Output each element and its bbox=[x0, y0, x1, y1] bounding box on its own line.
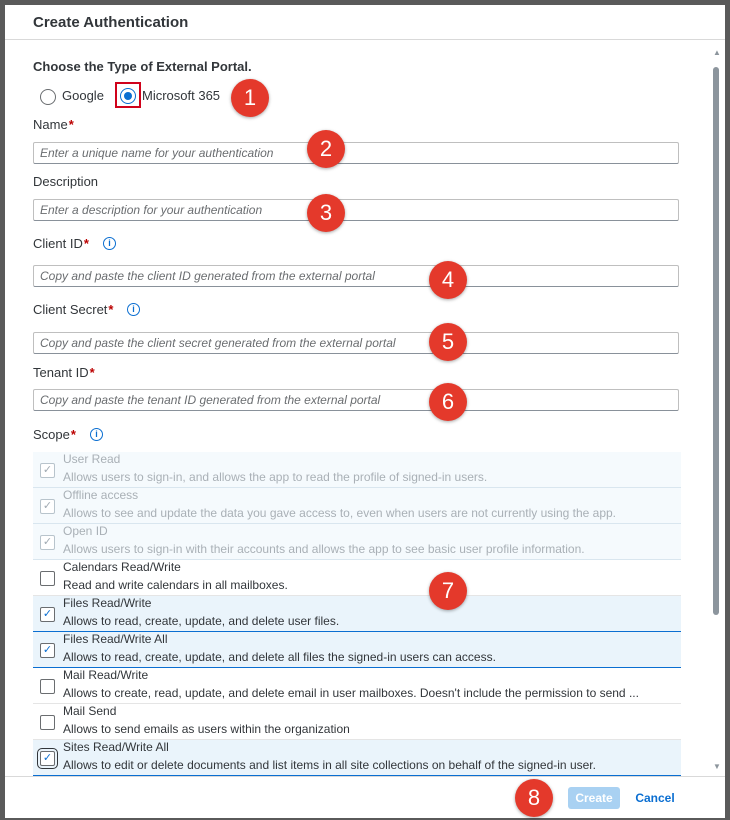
scope-item-files-read-write[interactable] bbox=[33, 596, 681, 632]
scope-item-description: Allows users to sign-in, and allows the app to read the profile of signed-in users. bbox=[63, 470, 488, 484]
microsoft-365-radio-label[interactable]: Microsoft 365 bbox=[142, 88, 221, 103]
callout-marker-5: 5 bbox=[429, 323, 467, 361]
callout-marker-2: 2 bbox=[307, 130, 345, 168]
check-icon: ✓ bbox=[40, 499, 55, 514]
callout-marker-6: 6 bbox=[429, 383, 467, 421]
callout-marker-4: 4 bbox=[429, 261, 467, 299]
required-asterisk: * bbox=[83, 236, 89, 251]
google-radio-label[interactable]: Google bbox=[62, 88, 104, 103]
scope-checkbox[interactable] bbox=[40, 679, 55, 694]
radio-selected-dot bbox=[124, 92, 132, 100]
scope-item-name: Calendars Read/Write bbox=[63, 560, 181, 574]
description-input[interactable] bbox=[33, 199, 679, 221]
scroll-up-arrow-icon[interactable]: ▲ bbox=[713, 48, 721, 57]
required-asterisk: * bbox=[70, 427, 76, 442]
scope-item-name: Sites Read/Write All bbox=[63, 740, 169, 754]
portal-type-label: Choose the Type of External Portal. bbox=[33, 59, 252, 74]
required-asterisk: * bbox=[108, 302, 114, 317]
client-id-label-text: Client ID bbox=[33, 236, 83, 251]
client-secret-label-text: Client Secret bbox=[33, 302, 108, 317]
tenant-id-input[interactable] bbox=[33, 389, 679, 411]
dialog-header bbox=[5, 5, 725, 40]
client-secret-info-icon[interactable]: i bbox=[127, 303, 140, 316]
client-secret-label bbox=[33, 302, 113, 317]
scope-item-description: Allows to send emails as users within the organization bbox=[63, 722, 350, 736]
client-id-info-icon[interactable]: i bbox=[103, 237, 116, 250]
scope-item-name: Files Read/Write All bbox=[63, 632, 168, 646]
cancel-button[interactable]: Cancel bbox=[635, 791, 675, 805]
dialog-content bbox=[5, 40, 711, 776]
name-label bbox=[33, 117, 74, 132]
check-icon[interactable]: ✓ bbox=[40, 643, 55, 658]
callout-marker-1: 1 bbox=[231, 79, 269, 117]
callout-marker-7: 7 bbox=[429, 572, 467, 610]
check-icon[interactable]: ✓ bbox=[40, 607, 55, 622]
scope-item-name: Mail Send bbox=[63, 704, 117, 718]
scope-checkbox[interactable] bbox=[40, 571, 55, 586]
client-id-label bbox=[33, 236, 89, 251]
scope-item-files-read-write-all[interactable] bbox=[33, 632, 681, 668]
scope-item-sites-read-write-all[interactable] bbox=[33, 740, 681, 776]
scope-item-name: Files Read/Write bbox=[63, 596, 152, 610]
name-input[interactable] bbox=[33, 142, 679, 164]
scope-item-open-id bbox=[33, 524, 681, 560]
scope-item-description: Allows to read, create, update, and delete user files. bbox=[63, 614, 340, 628]
scope-item-description: Allows to read, create, update, and delete all files the signed-in users can access. bbox=[63, 650, 496, 664]
scope-item-description: Allows to create, read, update, and delete email in user mailboxes. Doesn't include the permission to send ... bbox=[63, 686, 639, 700]
scope-item-calendars-read-write[interactable] bbox=[33, 560, 681, 596]
scrollbar-thumb[interactable] bbox=[713, 67, 719, 615]
scroll-down-arrow-icon[interactable]: ▼ bbox=[713, 762, 721, 771]
description-label: Description bbox=[33, 174, 99, 189]
scope-item-name: Mail Read/Write bbox=[63, 668, 149, 682]
tenant-id-label-text: Tenant ID bbox=[33, 365, 89, 380]
create-authentication-dialog bbox=[5, 5, 725, 817]
scope-item-name: Offline access bbox=[63, 488, 139, 502]
scope-label bbox=[33, 427, 76, 442]
dialog-title: Create Authentication bbox=[33, 14, 189, 31]
check-icon: ✓ bbox=[40, 463, 55, 478]
scope-item-user-read bbox=[33, 452, 681, 488]
scope-item-mail-read-write[interactable] bbox=[33, 668, 681, 704]
required-asterisk: * bbox=[89, 365, 95, 380]
callout-marker-3: 3 bbox=[307, 194, 345, 232]
scope-item-description: Read and write calendars in all mailboxes. bbox=[63, 578, 288, 592]
client-id-input[interactable] bbox=[33, 265, 679, 287]
scope-item-mail-send[interactable] bbox=[33, 704, 681, 740]
name-label-text: Name bbox=[33, 117, 68, 132]
scope-item-description: Allows to see and update the data you gave access to, even when users are not currently using the app. bbox=[63, 506, 617, 520]
check-icon: ✓ bbox=[40, 535, 55, 550]
scope-info-icon[interactable]: i bbox=[90, 428, 103, 441]
microsoft-365-radio[interactable] bbox=[120, 88, 136, 104]
check-icon[interactable]: ✓ bbox=[40, 751, 55, 766]
client-secret-input[interactable] bbox=[33, 332, 679, 354]
scope-item-description: Allows to edit or delete documents and list items in all site collections on behalf of the signed-in user. bbox=[63, 758, 596, 772]
google-radio[interactable] bbox=[40, 89, 56, 105]
scope-item-offline-access bbox=[33, 488, 681, 524]
dialog-footer bbox=[5, 776, 725, 818]
scope-item-name: Open ID bbox=[63, 524, 108, 538]
scope-item-name: User Read bbox=[63, 452, 121, 466]
tenant-id-label bbox=[33, 365, 95, 380]
scope-item-description: Allows users to sign-in with their accounts and allows the app to see basic user profile information. bbox=[63, 542, 585, 556]
callout-marker-8: 8 bbox=[515, 779, 553, 817]
required-asterisk: * bbox=[68, 117, 74, 132]
scope-label-text: Scope bbox=[33, 427, 70, 442]
scope-checkbox[interactable] bbox=[40, 715, 55, 730]
create-button[interactable]: Create bbox=[568, 787, 620, 809]
